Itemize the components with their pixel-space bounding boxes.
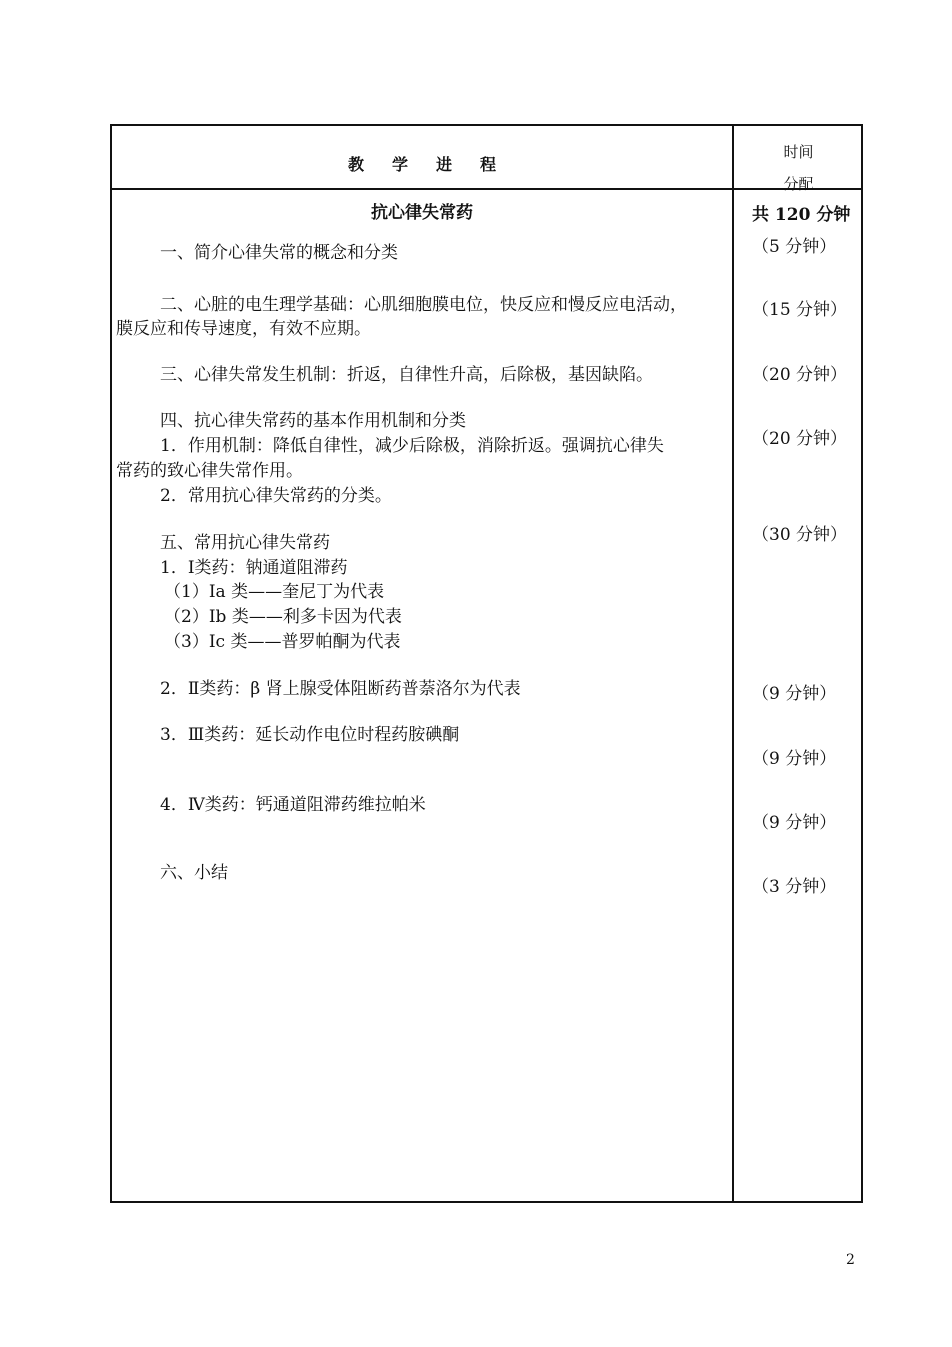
time-s1: （5 分钟） xyxy=(752,237,837,257)
time-s5-3: （9 分钟） xyxy=(752,749,837,769)
time-s5: （30 分钟） xyxy=(752,525,848,545)
item-s5-3: 3．Ⅲ类药：延长动作电位时程药胺碘酮 xyxy=(160,725,460,745)
item-s5: 五、常用抗心律失常药 xyxy=(160,533,330,553)
item-s1: 一、简介心律失常的概念和分类 xyxy=(160,243,398,263)
time-s4: （20 分钟） xyxy=(752,429,848,449)
item-s5-1-1: （1）Ⅰa 类——奎尼丁为代表 xyxy=(164,582,385,602)
item-s4-2: 2．常用抗心律失常药的分类。 xyxy=(160,486,392,506)
item-s5-4: 4．Ⅳ类药：钙通道阻滞药维拉帕米 xyxy=(160,795,426,815)
item-s5-1-3: （3）Ⅰc 类——普罗帕酮为代表 xyxy=(164,632,401,652)
item-s3: 三、心律失常发生机制：折返，自律性升高，后除极，基因缺陷。 xyxy=(160,365,653,385)
item-s2-line2: 膜反应和传导速度，有效不应期。 xyxy=(116,319,371,339)
header-title: 教学进程 xyxy=(347,155,524,174)
item-s4-1-line2: 常药的致心律失常作用。 xyxy=(116,461,303,481)
item-s4-1-line1: 1．作用机制：降低自律性，减少后除极，消除折返。强调抗心律失 xyxy=(160,436,664,456)
header-time-line1: 时间 xyxy=(783,143,814,161)
item-s5-2: 2．Ⅱ类药：β 肾上腺受体阻断药普萘洛尔为代表 xyxy=(160,679,521,699)
time-s5-4: （9 分钟） xyxy=(752,813,837,833)
header-time-allocation xyxy=(734,136,863,200)
page-number: 2 xyxy=(846,1252,855,1268)
teaching-plan-table xyxy=(110,124,863,1203)
item-s4: 四、抗心律失常药的基本作用机制和分类 xyxy=(160,411,466,431)
time-s2: （15 分钟） xyxy=(752,300,848,320)
time-s3: （20 分钟） xyxy=(752,365,848,385)
item-s2-line1: 二、心脏的电生理学基础：心肌细胞膜电位，快反应和慢反应电活动， xyxy=(160,295,687,315)
total-time: 共 120 分钟 xyxy=(752,205,851,225)
item-s5-1: 1．Ⅰ类药：钠通道阻滞药 xyxy=(160,558,348,578)
section-title: 抗心律失常药 xyxy=(371,203,473,223)
time-s6: （3 分钟） xyxy=(752,877,837,897)
column-divider xyxy=(732,126,734,1201)
header-time-line2: 分配 xyxy=(783,175,814,193)
time-s5-2: （9 分钟） xyxy=(752,684,837,704)
item-s6: 六、小结 xyxy=(160,863,228,883)
item-s5-1-2: （2）Ⅰb 类——利多卡因为代表 xyxy=(164,607,402,627)
